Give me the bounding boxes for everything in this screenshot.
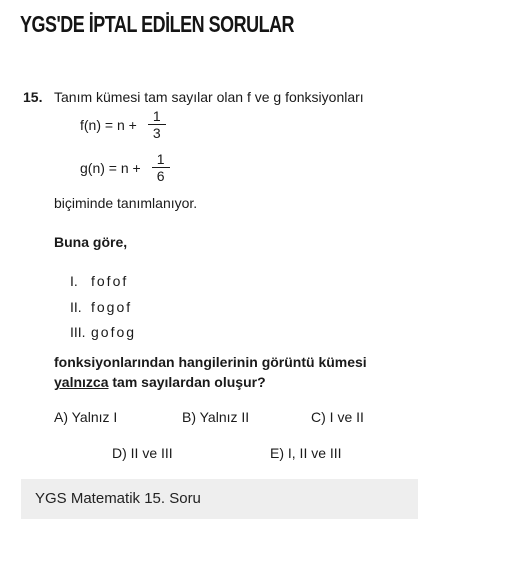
page-title: YGS'DE İPTAL EDİLEN SORULAR	[20, 11, 295, 37]
item-1-expr: fofof	[91, 273, 129, 289]
formula-g-denominator: 6	[156, 168, 165, 184]
prompt-line-2-rest: tam sayılardan oluşur?	[108, 374, 266, 390]
formula-f-lhs: f(n) = n +	[80, 116, 137, 133]
item-3-expr: gofog	[91, 324, 137, 340]
question-intro: Tanım kümesi tam sayılar olan f ve g fonksiyonları	[54, 89, 364, 105]
option-c[interactable]: C) I ve II	[311, 409, 364, 425]
option-e[interactable]: E) I, II ve III	[270, 445, 342, 461]
item-2-expr: fogof	[91, 299, 133, 315]
defined-text: biçiminde tanımlanıyor.	[54, 195, 198, 211]
prompt-line-1: fonksiyonlarından hangilerinin görüntü kümesi	[54, 354, 367, 370]
prompt-emphasis: yalnızca	[54, 374, 109, 390]
item-3-label: III.	[70, 324, 86, 340]
item-2-label: II.	[70, 299, 82, 315]
formula-g-fraction	[152, 151, 170, 184]
question-number: 15.	[23, 89, 43, 105]
lead-text: Buna göre,	[54, 234, 128, 250]
footer-caption-box	[21, 479, 418, 519]
option-a[interactable]: A) Yalnız I	[54, 409, 118, 425]
item-1-label: I.	[70, 273, 78, 289]
option-b[interactable]: B) Yalnız II	[182, 409, 250, 425]
footer-caption: YGS Matematik 15. Soru	[35, 490, 201, 507]
formula-g-lhs: g(n) = n +	[80, 159, 141, 176]
prompt-line-2	[54, 374, 266, 390]
formula-g-numerator: 1	[156, 151, 165, 167]
formula-f-denominator: 3	[152, 125, 161, 141]
formula-f-numerator: 1	[152, 108, 161, 124]
formula-g	[80, 151, 170, 184]
formula-f-fraction	[148, 108, 166, 141]
option-d[interactable]: D) II ve III	[112, 445, 173, 461]
formula-f	[80, 108, 166, 141]
